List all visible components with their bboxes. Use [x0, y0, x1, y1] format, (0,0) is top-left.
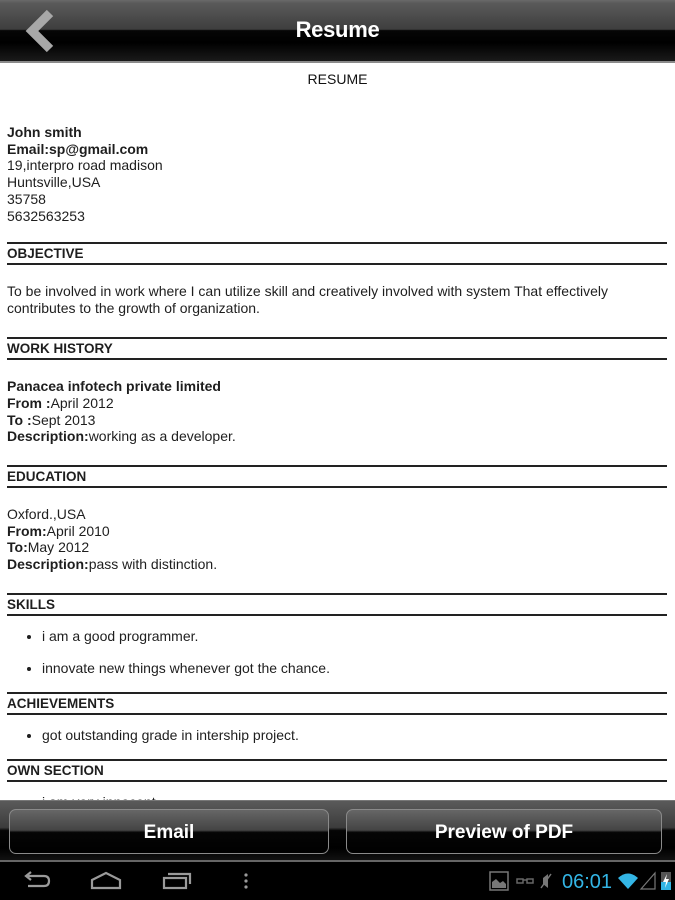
section-heading-work-history: WORK HISTORY [7, 337, 667, 360]
education-entry [7, 506, 667, 573]
education-from-value: April 2010 [46, 522, 110, 539]
education-institution: Oxford.,USA [7, 506, 86, 523]
skills-list [0, 628, 675, 677]
bottom-action-bar [0, 800, 675, 862]
menu-icon[interactable] [240, 870, 252, 892]
list-item: • got outstanding grade in intership project. [42, 727, 675, 744]
work-from-value: April 2012 [50, 394, 114, 411]
section-heading-own-section: OWN SECTION [7, 759, 667, 782]
section-heading-achievements: ACHIEVEMENTS [7, 692, 667, 715]
work-from-label: From : [7, 394, 51, 411]
signal-icon [639, 870, 657, 892]
wifi-icon [617, 870, 639, 892]
achievements-list [0, 727, 675, 744]
preview-pdf-button[interactable]: Preview of PDF [346, 809, 662, 854]
contact-address-line2: Huntsville,USA [7, 174, 101, 191]
objective-text: To be involved in work where I can utilize skill and creatively involved with system That effectively contributes to the growth of organization. [7, 283, 608, 317]
mute-icon [539, 870, 553, 892]
email-button[interactable]: Email [9, 809, 329, 854]
glasses-icon [516, 870, 534, 892]
education-description-value: pass with distinction. [88, 556, 218, 573]
contact-phone: 5632563253 [7, 207, 85, 224]
education-from-label: From: [7, 522, 47, 539]
document-title: RESUME [307, 71, 368, 87]
work-to [7, 412, 667, 429]
resume-content[interactable] [0, 63, 675, 800]
contact-zip: 35758 [7, 190, 46, 207]
section-heading-objective: OBJECTIVE [7, 242, 667, 265]
section-heading-education: EDUCATION [7, 465, 667, 488]
system-navigation-bar [0, 862, 675, 900]
education-description [7, 556, 667, 573]
page-title: Resume [295, 17, 380, 42]
action-bar [0, 0, 675, 63]
recent-apps-icon[interactable] [160, 870, 192, 892]
section-heading-skills: SKILLS [7, 593, 667, 616]
contact-address-line1: 19,interpro road madison [7, 157, 163, 174]
work-description-value: working as a developer. [88, 428, 236, 445]
contact-name: John smith [7, 124, 82, 140]
work-description [7, 428, 667, 445]
work-description-label: Description: [7, 428, 89, 445]
education-to [7, 539, 667, 556]
work-company: Panacea infotech private limited [7, 378, 221, 395]
clock: 06:01 [562, 871, 613, 893]
list-item: • i am a good programmer. [42, 628, 675, 645]
home-icon[interactable] [90, 870, 122, 892]
battery-charging-icon [660, 870, 672, 892]
education-from [7, 523, 667, 540]
work-to-value: Sept 2013 [31, 411, 96, 428]
work-to-label: To : [7, 411, 32, 428]
education-to-label: To: [7, 539, 28, 556]
education-description-label: Description: [7, 556, 89, 573]
education-to-value: May 2012 [27, 539, 90, 556]
list-item: • innovate new things whenever got the chance. [42, 660, 675, 677]
contact-block [7, 124, 675, 224]
back-icon[interactable] [20, 870, 52, 892]
gallery-icon [489, 870, 509, 892]
contact-email: Email:sp@gmail.com [7, 140, 149, 157]
work-history-entry [7, 378, 667, 445]
work-from [7, 395, 667, 412]
